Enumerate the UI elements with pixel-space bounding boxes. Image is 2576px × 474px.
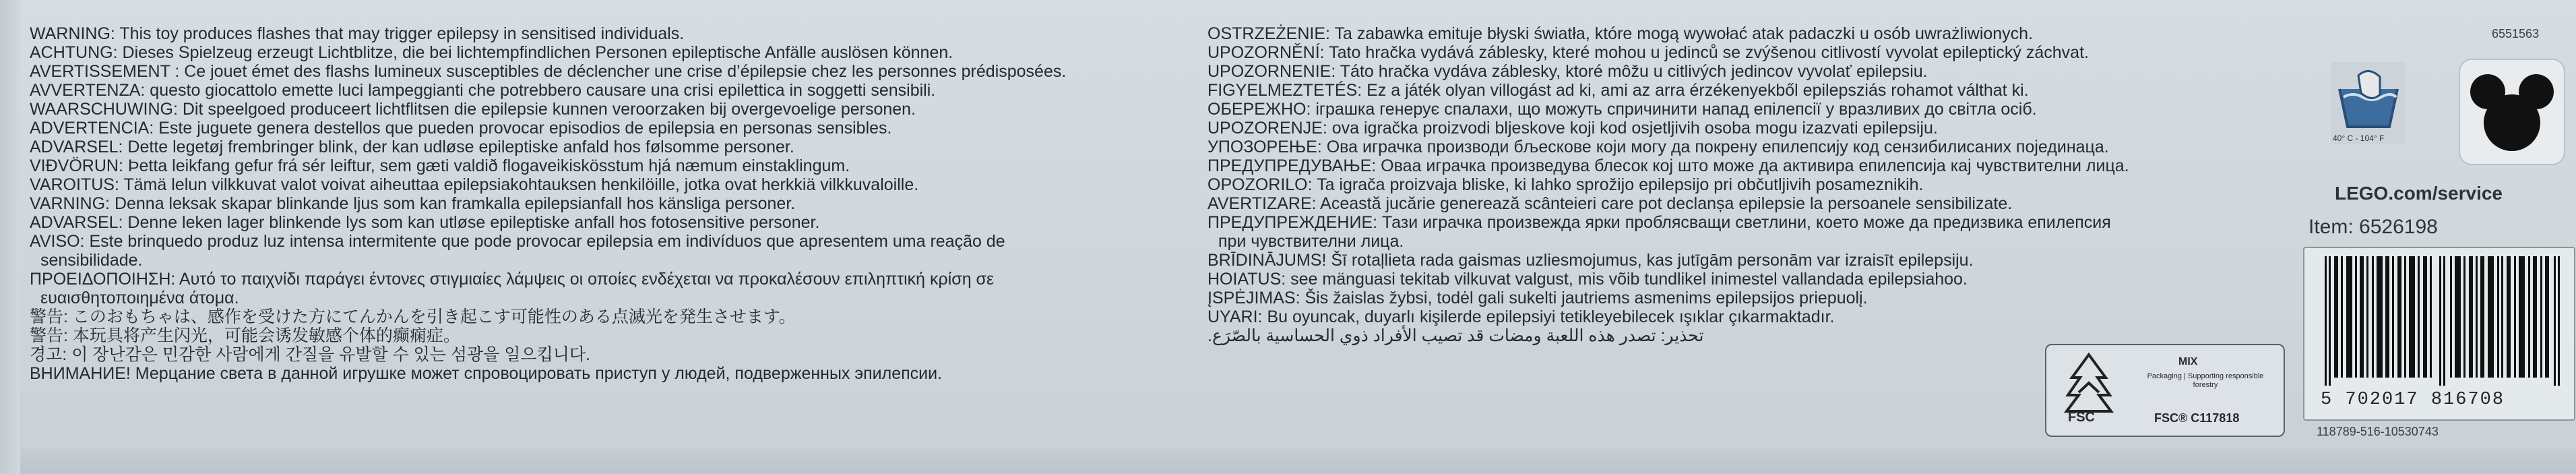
fsc-label [2045,344,2285,437]
top-code: 6551563 [2492,27,2540,40]
warning-bg-cont: при чувствителни лица. [1218,232,1404,251]
warning-mk: ПРЕДУПРЕДУВАЊЕ: Оваа играчка произведува блесок кој што може да активира епилепсија кај чувствителни лица. [1207,156,2129,175]
warning-sl: OPOZORILO: Ta igrača proizvaja bliske, ki lahko sprožijo epilepsijo pri občutljivih posameznikih. [1207,175,1924,194]
warning-it: AVVERTENZA: questo giocattolo emette luci lampeggianti che potrebbero causare una crisi epilettica in soggetti sensibili. [30,81,936,100]
warning-fr: AVERTISSEMENT : Ce jouet émet des flashs lumineux susceptibles de déclencher une crise d’épilepsie chez les personnes prédisposées. [30,62,1067,81]
warning-pt: AVISO: Este brinquedo produz luz intensa intermitente que pode provocar epilepsia em indivíduos que apresentem uma reação de [30,232,1005,251]
warning-column-left [30,24,1175,383]
barcode [2325,256,2565,386]
warning-ar: تحذير: تصدر هذه اللعبة ومضات قد تصيب الأفراد ذوي الحساسية بالصّرَع. [1207,326,1704,345]
warning-sv: VARNING: Denna leksak skapar blinkande ljus som kan framkalla epilepsianfall hos känsliga personer. [30,194,796,213]
hand-wash-icon [2331,62,2406,144]
warning-es: ADVERTENCIA: Este juguete genera destellos que pueden provocar episodios de epilepsia en personas sensibles. [30,119,892,138]
wash-temperature: 40° C - 104° F [2333,134,2385,143]
warning-ko: 경고: 이 장난감은 민감한 사람에게 간질을 유발할 수 있는 섬광을 일으킵니다. [30,345,591,364]
fsc-subtext: Packaging | Supporting responsible forestry [2147,372,2264,389]
warning-pt-cont: sensibilidade. [40,251,143,270]
service-url: LEGO.com/service [2335,183,2503,204]
warning-no: ADVARSEL: Denne leken lager blinkende lys som kan utløse epileptiske anfall hos fotosensitive personer. [30,213,820,232]
warning-lv: BRĪDINĀJUMS! Šī rotaļlieta rada gaismas uzliesmojumus, kas jutīgām personām var izraisīt epilepsiju. [1207,251,1974,270]
warning-nl: WAARSCHUWING: Dit speelgoed produceert lichtflitsen die epilepsie kunnen veroorzaken bij overgevoelige personen. [30,100,916,119]
warning-da: ADVARSEL: Dette legetøj frembringer blink, der kan udløse epileptiske anfald hos følsomme personer. [30,138,794,156]
fsc-mix: MIX [2178,356,2198,367]
fsc-code: FSC® C117818 [2154,411,2240,425]
barcode-number: 5 702017 816708 [2321,390,2505,410]
warning-en: WARNING: This toy produces flashes that may trigger epilepsy in sensitised individuals. [30,24,685,43]
warning-et: HOIATUS: see mänguasi tekitab vilkuvat valgust, mis võib tundlikel inimestel vallandada epilepsiahoo. [1207,270,1968,289]
warning-column-right [1207,24,2129,345]
barcode-box [2303,247,2575,421]
warning-is: VIÐVÖRUN: Þetta leikfang gefur frá sér leiftur, sem gæti valdið flogaveikiskösstum hjá næmum einstaklingum. [30,156,850,175]
warning-fi: VAROITUS: Tämä lelun vilkkuvat valot voivat aiheuttaa epilepsiakohtauksen henkilöille, jotka ovat herkkiä vilkkuvaloille. [30,175,919,194]
panel-edge [0,0,20,474]
item-number: Item: 6526198 [2308,216,2438,238]
warning-bg: ПРЕДУПРЕЖДЕНИЕ: Тази играчка произвежда ярки проблясващи светлини, което може да предизвика епилепсия [1207,213,2111,232]
warning-el-cont: ευαισθητοποιημένα άτομα. [40,289,239,307]
bottom-fold [20,448,2576,474]
warning-ja: 警告: このおもちゃは、感作を受けた方にてんかんを引き起こす可能性のある点滅光を発生させます。 [30,307,796,326]
fsc-text: FSC [2068,410,2095,425]
warning-de: ACHTUNG: Dieses Spielzeug erzeugt Lichtblitze, die bei lichtempfindlichen Personen epileptische Anfälle auslösen können. [30,43,953,62]
warning-hu: FIGYELMEZTETÉS: Ez a játék olyan villogást ad ki, ami az arra érzékenyekből epilepsziás rohamot válthat ki. [1207,81,2029,100]
warning-sr: УПОЗОРЕЊЕ: Ова играчка производи бљескове који могу да покрену епилепсију код сензибилисаних појединаца. [1207,138,2109,156]
warning-el: ΠΡΟΕΙΔΟΠΟΙΗΣΗ: Αυτό το παιχνίδι παράγει έντονες στιγμιαίες λάμψεις οι οποίες ενδέχεται να προκαλέσουν επιληπτική κρίση σε [30,270,995,289]
warning-ru: ВНИМАНИЕ! Мерцание света в данной игрушке может спровоцировать приступ у людей, подверженных эпилепсии. [30,364,943,383]
bottom-code: 118789-516-10530743 [2317,425,2439,438]
warning-hr: UPOZORENJE: ova igračka proizvodi bljeskove koji kod osjetljivih osoba mogu izazvati epilepsiju. [1207,119,1938,138]
mickey-ears-icon [2457,57,2567,167]
warning-zh: 警告: 本玩具将产生闪光，可能会诱发敏感个体的癫痫症。 [30,326,460,345]
warning-tr: UYARI: Bu oyuncak, duyarlı kişilerde epilepsiyi tetikleyebilecek ışıklar çıkarmaktadır. [1207,307,1835,326]
warning-uk: ОБЕРЕЖНО: іграшка генерує спалахи, що можуть спричинити напад епілепсії у вразливих до світла осіб. [1207,100,2037,119]
warning-sk: UPOZORNENIE: Táto hračka vydáva záblesky, ktoré môžu u citlivých jedincov vyvolať epilepsiu. [1207,62,1928,81]
warning-lt: ĮSPĖJIMAS: Šis žaislas žybsi, todėl gali sukelti jautriems asmenims epilepsijos priepuolį. [1207,289,1868,307]
warning-ro: AVERTIZARE: Această jucărie generează scânteieri care pot declanșa epilepsie la persoanele sensibilizate. [1207,194,2013,213]
warning-pl: OSTRZEŻENIE: Ta zabawka emituje błyski światła, które mogą wywołać atak padaczki u osób uwrażliwionych. [1207,24,2034,43]
warning-cs: UPOZORNĚNÍ: Tato hračka vydává záblesky, které mohou u jedinců se zvýšenou citlivostí vyvolat epileptický záchvat. [1207,43,2089,62]
